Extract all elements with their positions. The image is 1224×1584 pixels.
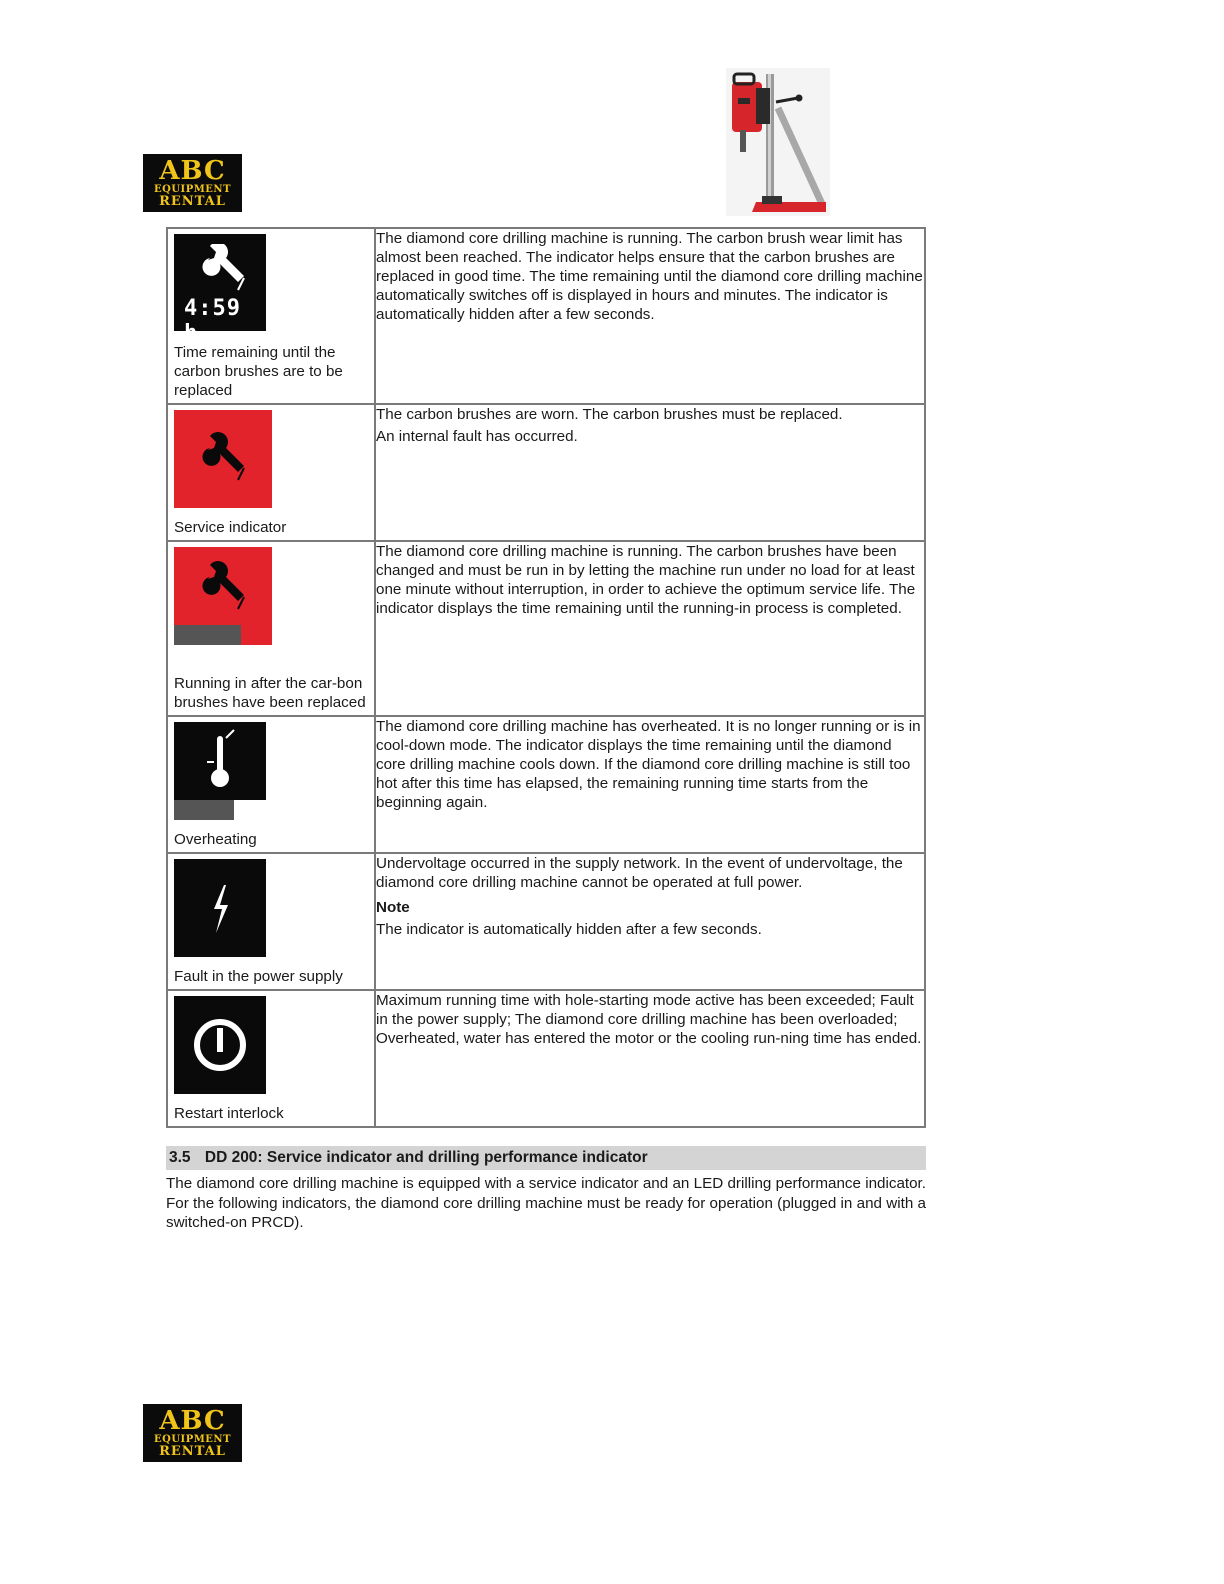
company-logo xyxy=(143,154,242,212)
lightning-icon xyxy=(174,859,266,957)
indicator-caption: Service indicator xyxy=(174,519,287,536)
icon-cell xyxy=(167,228,375,404)
description-cell xyxy=(375,990,925,1127)
drill-machine-image xyxy=(726,68,830,216)
table-row xyxy=(167,990,925,1127)
indicator-caption: Overheating xyxy=(174,831,257,848)
indicator-description: Undervoltage occurred in the supply network. In the event of undervoltage, the diamond core drilling machine cannot be operated at full power. xyxy=(376,855,903,891)
section-title: DD 200: Service indicator and drilling performance indicator xyxy=(204,1149,648,1166)
note-text: The indicator is automatically hidden after a few seconds. xyxy=(376,921,762,938)
indicator-description: Maximum running time with hole-starting mode active has been exceeded; Fault in the power supply; The diamond core drilling machine has been overloaded; Overheated, water has entered the motor or the cooling run-ning time has ended. xyxy=(376,992,922,1047)
wrench-time-icon xyxy=(174,234,266,346)
indicator-description-extra: An internal fault has occurred. xyxy=(376,428,578,445)
logo-line-1: ABC xyxy=(159,1406,226,1436)
icon-cell xyxy=(167,404,375,541)
wrench-red-progress-icon xyxy=(174,547,272,645)
indicator-caption: Time remaining until the carbon brushes are to be replaced xyxy=(174,344,343,399)
company-logo-footer xyxy=(143,1404,242,1462)
logo-line-1: ABC xyxy=(159,156,226,186)
table-row xyxy=(167,404,925,541)
icon-cell xyxy=(167,853,375,990)
indicator-description: The diamond core drilling machine is running. The carbon brushes have been changed and must be run in by letting the machine run under no load for at least one minute without interruption, in order to achieve the optimum service life. The indicator displays the time remaining until the running-in process is completed. xyxy=(376,543,916,617)
timer-readout: 4:59 h xyxy=(184,296,241,346)
table-row xyxy=(167,541,925,716)
logo-line-3: RENTAL xyxy=(159,194,226,209)
running-in-progress-bar xyxy=(174,625,241,645)
indicator-table xyxy=(166,227,926,1128)
logo-line-2: EQUIPMENT xyxy=(153,184,232,195)
icon-cell xyxy=(167,541,375,716)
description-cell xyxy=(375,228,925,404)
power-icon xyxy=(174,996,266,1094)
thermometer-icon xyxy=(174,722,266,820)
indicator-description: The diamond core drilling machine is running. The carbon brush wear limit has almost been reached. The indicator helps ensure that the carbon brushes are replaced in good time. The time remaining until the diamond core drilling machine automatically switches off is displayed in hours and minutes. The indicator is automatically hidden after a few seconds. xyxy=(376,230,923,323)
indicator-description: The diamond core drilling machine has overheated. It is no longer running or is in cool-down mode. The indicator displays the time remaining until the diamond core drilling machine cools down. If the diamond core drilling machine is still too hot after this time has elapsed, the remaining running time starts from the beginning again. xyxy=(376,718,921,811)
section-heading xyxy=(166,1146,926,1170)
table-row xyxy=(167,853,925,990)
indicator-caption: Running in after the car-bon brushes have been replaced xyxy=(174,675,366,711)
indicator-caption: Restart interlock xyxy=(174,1105,284,1122)
description-cell xyxy=(375,404,925,541)
wrench-red-icon xyxy=(174,410,272,508)
description-cell xyxy=(375,541,925,716)
icon-cell xyxy=(167,990,375,1127)
section-number: 3.5 xyxy=(169,1149,191,1166)
table-row xyxy=(167,228,925,404)
logo-line-3: RENTAL xyxy=(159,1444,226,1459)
icon-cell xyxy=(167,716,375,853)
description-cell xyxy=(375,716,925,853)
indicator-caption: Fault in the power supply xyxy=(174,968,343,985)
description-cell xyxy=(375,853,925,990)
note-heading: Note xyxy=(376,899,410,916)
indicator-description: The carbon brushes are worn. The carbon brushes must be replaced. xyxy=(376,406,843,423)
cooldown-progress-bar xyxy=(174,800,234,820)
logo-line-2: EQUIPMENT xyxy=(153,1434,232,1445)
section-paragraph: The diamond core drilling machine is equipped with a service indicator and an LED drilling performance indicator. For the following indicators, the diamond core drilling machine must be ready for operation (plugged in and with a switched-on PRCD). xyxy=(166,1175,926,1231)
table-row xyxy=(167,716,925,853)
